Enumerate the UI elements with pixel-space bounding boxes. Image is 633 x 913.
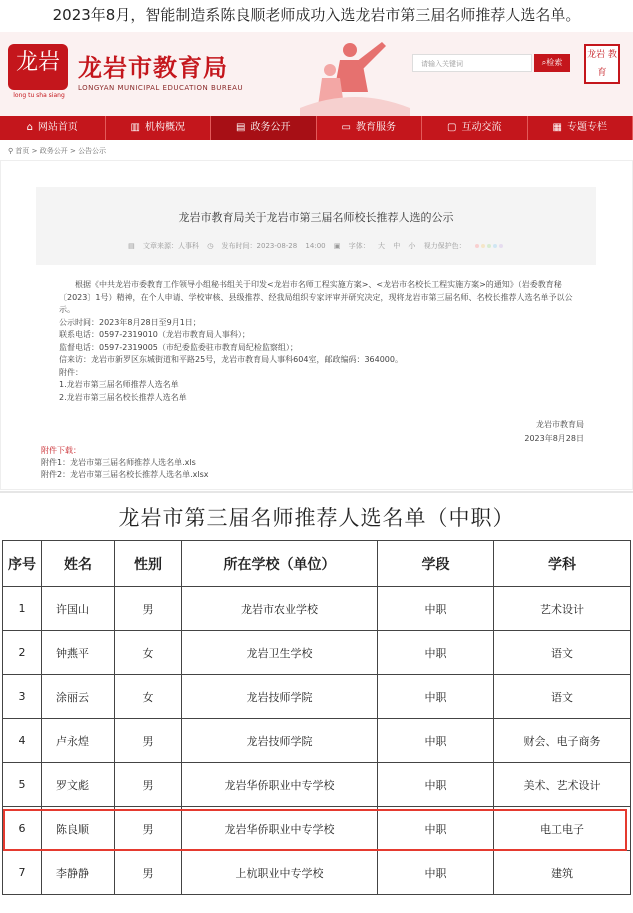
education-badge[interactable]: 龙岩 教育 [584, 44, 620, 84]
nav-item-label: 教育服务 [355, 122, 396, 133]
table-row [3, 763, 631, 807]
table-cell: 钟燕平 [42, 631, 115, 675]
table-cell: 女 [115, 631, 182, 675]
article-paragraph: 根据《中共龙岩市委教育工作领导小组秘书组关于印发<龙岩市名师工程实施方案>、<龙岩市名校长工程实施方案>的通知》（岩委教育秘〔2023〕1号）精神，在个人申请、学校审核、县级推荐、经我局组织专家评审并研究决定，现将龙岩市第三届名师、名校长推荐人选名单予以公示。 [59, 280, 573, 314]
nav-item[interactable] [211, 116, 317, 140]
banner-figure-illustration [300, 36, 410, 116]
table-cell: 3 [3, 675, 42, 719]
table-row [3, 587, 631, 631]
signature-org: 龙岩市教育局 [536, 420, 584, 429]
site-logo[interactable]: 龙岩 [8, 44, 68, 90]
nav-item[interactable] [422, 116, 528, 140]
nav-item[interactable] [106, 116, 212, 140]
article-paragraph: 附件： [59, 367, 83, 377]
table-header-row [3, 541, 631, 587]
nav-item[interactable] [317, 116, 423, 140]
table-cell: 中职 [378, 763, 494, 807]
font-icon: ▣ [333, 242, 341, 250]
table-cell: 7 [3, 851, 42, 895]
site-header [0, 32, 633, 116]
logo-subtext: long tu sha siang [13, 92, 65, 99]
breadcrumb-home[interactable]: 首页 [15, 147, 30, 155]
table-cell: 4 [3, 719, 42, 763]
table-cell: 罗文彪 [42, 763, 115, 807]
font-large-button[interactable]: 大 [377, 242, 385, 250]
table-header-cell: 序号 [3, 541, 42, 587]
eye-color-swatch[interactable] [481, 244, 485, 248]
search-input[interactable]: 请输入关键词 [412, 54, 532, 72]
chat-icon: ▢ [447, 122, 457, 133]
table-header-cell: 姓名 [42, 541, 115, 587]
site-title[interactable]: 龙岩市教育局 [78, 53, 228, 82]
nav-item[interactable] [0, 116, 106, 140]
article-header [36, 187, 596, 265]
table-header-cell: 所在学校（单位） [182, 541, 378, 587]
table-cell: 语文 [494, 675, 631, 719]
table-cell: 龙岩技师学院 [182, 719, 378, 763]
article-body [59, 279, 587, 404]
article-published: 发布时间：2023-08-28 14:00 [221, 242, 326, 250]
nav-item-label: 网站首页 [37, 122, 78, 133]
table-cell: 陈良顺 [42, 807, 115, 851]
search-button-label: 检索 [546, 58, 563, 67]
location-icon: ⚲ [8, 147, 14, 155]
building-icon: ▥ [130, 122, 140, 133]
table-cell: 龙岩技师学院 [182, 675, 378, 719]
eye-color-swatch[interactable] [493, 244, 497, 248]
attachments-heading: 附件下载： [41, 446, 81, 455]
table-cell: 中职 [378, 675, 494, 719]
roster-table [2, 540, 631, 895]
search-button[interactable] [534, 54, 570, 72]
table-cell: 中职 [378, 631, 494, 675]
table-cell: 李静静 [42, 851, 115, 895]
table-cell: 中职 [378, 851, 494, 895]
table-cell: 龙岩市农业学校 [182, 587, 378, 631]
table-row [3, 851, 631, 895]
nav-item-label: 政务公开 [250, 122, 291, 133]
article-paragraph: 2.龙岩市第三届名校长推荐人选名单 [59, 392, 187, 402]
eye-color-swatch[interactable] [487, 244, 491, 248]
table-cell: 上杭职业中专学校 [182, 851, 378, 895]
attachment-link-2[interactable]: 附件2：龙岩市第三届名校长推荐人选名单.xlsx [41, 470, 209, 479]
attachment-link-1[interactable]: 附件1：龙岩市第三届名师推荐人选名单.xls [41, 458, 196, 467]
table-cell: 许国山 [42, 587, 115, 631]
table-cell: 艺术设计 [494, 587, 631, 631]
font-medium-button[interactable]: 中 [393, 242, 401, 250]
table-cell: 涂丽云 [42, 675, 115, 719]
table-cell: 龙岩卫生学校 [182, 631, 378, 675]
roster-title: 龙岩市第三届名师推荐人选名单（中职） [118, 506, 515, 530]
table-cell: 5 [3, 763, 42, 807]
table-cell: 中职 [378, 807, 494, 851]
article-paragraph: 信来访：龙岩市新罗区东城街道和平路25号，龙岩市教育局人事科604室，邮政编码：364000。 [59, 355, 403, 364]
table-cell: 语文 [494, 631, 631, 675]
table-cell: 财会、电子商务 [494, 719, 631, 763]
breadcrumb-level1[interactable]: 政务公开 [39, 147, 68, 155]
eye-color-swatch[interactable] [499, 244, 503, 248]
table-cell: 龙岩华侨职业中专学校 [182, 763, 378, 807]
font-label: 字体： [348, 242, 370, 250]
table-header-cell: 学段 [378, 541, 494, 587]
clock-icon: ◷ [207, 242, 214, 250]
table-row [3, 675, 631, 719]
table-cell: 龙岩华侨职业中专学校 [182, 807, 378, 851]
home-icon: ⌂ [26, 122, 33, 133]
table-header-cell: 学科 [494, 541, 631, 587]
breadcrumb-level2[interactable]: 公告公示 [78, 147, 107, 155]
table-cell: 中职 [378, 719, 494, 763]
table-row [3, 719, 631, 763]
table-cell: 电工电子 [494, 807, 631, 851]
section-divider [0, 491, 633, 493]
nav-item[interactable] [528, 116, 633, 140]
nav-item-label: 互动交流 [461, 122, 502, 133]
article-paragraph: 公示时间：2023年8月28日至9月1日； [59, 317, 201, 327]
table-cell: 男 [115, 587, 182, 631]
article-source: 文章来源：人事科 [142, 242, 199, 250]
folder-icon: ▤ [236, 122, 246, 133]
monitor-icon: ▭ [341, 122, 351, 133]
article-meta [36, 241, 596, 251]
nav-item-label: 专题专栏 [566, 122, 607, 133]
breadcrumb [8, 146, 106, 156]
article-paragraph: 1.龙岩市第三届名师推荐人选名单 [59, 380, 179, 389]
main-nav [0, 116, 633, 140]
article-paragraph: 监督电话：0597-2319005（市纪委监委驻市教育局纪检监察组）； [59, 342, 298, 352]
table-cell: 美术、艺术设计 [494, 763, 631, 807]
font-small-button[interactable]: 小 [408, 242, 416, 250]
eye-color-swatch[interactable] [475, 244, 479, 248]
eye-protect-label: 视力保护色： [423, 242, 466, 250]
signature-date: 2023年8月28日 [524, 434, 584, 443]
table-cell: 建筑 [494, 851, 631, 895]
nav-item-label: 机构概况 [144, 122, 185, 133]
article-panel [0, 160, 633, 490]
table-cell: 男 [115, 851, 182, 895]
table-cell: 中职 [378, 587, 494, 631]
article-title: 龙岩市教育局关于龙岩市第三届名师校长推荐人选的公示 [178, 211, 454, 224]
table-cell: 女 [115, 675, 182, 719]
table-cell: 卢永煌 [42, 719, 115, 763]
table-row [3, 807, 631, 851]
news-caption: 2023年8月，智能制造系陈良顺老师成功入选龙岩市第三届名师推荐人选名单。 [52, 6, 581, 24]
table-cell: 6 [3, 807, 42, 851]
table-cell: 1 [3, 587, 42, 631]
eye-color-swatches [474, 242, 504, 250]
table-row [3, 631, 631, 675]
article-paragraph: 联系电话：0597-2319010（龙岩市教育局人事科）； [59, 330, 250, 339]
source-icon: ▤ [128, 242, 135, 250]
table-cell: 男 [115, 719, 182, 763]
site-subtitle: LONGYAN MUNICIPAL EDUCATION BUREAU [78, 84, 244, 92]
table-header-cell: 性别 [115, 541, 182, 587]
breadcrumb-separator: > [69, 147, 76, 155]
breadcrumb-separator: > [31, 147, 38, 155]
book-icon: ▦ [552, 122, 562, 133]
table-cell: 男 [115, 807, 182, 851]
table-cell: 2 [3, 631, 42, 675]
table-cell: 男 [115, 763, 182, 807]
search-icon: ⌕ [541, 58, 547, 67]
